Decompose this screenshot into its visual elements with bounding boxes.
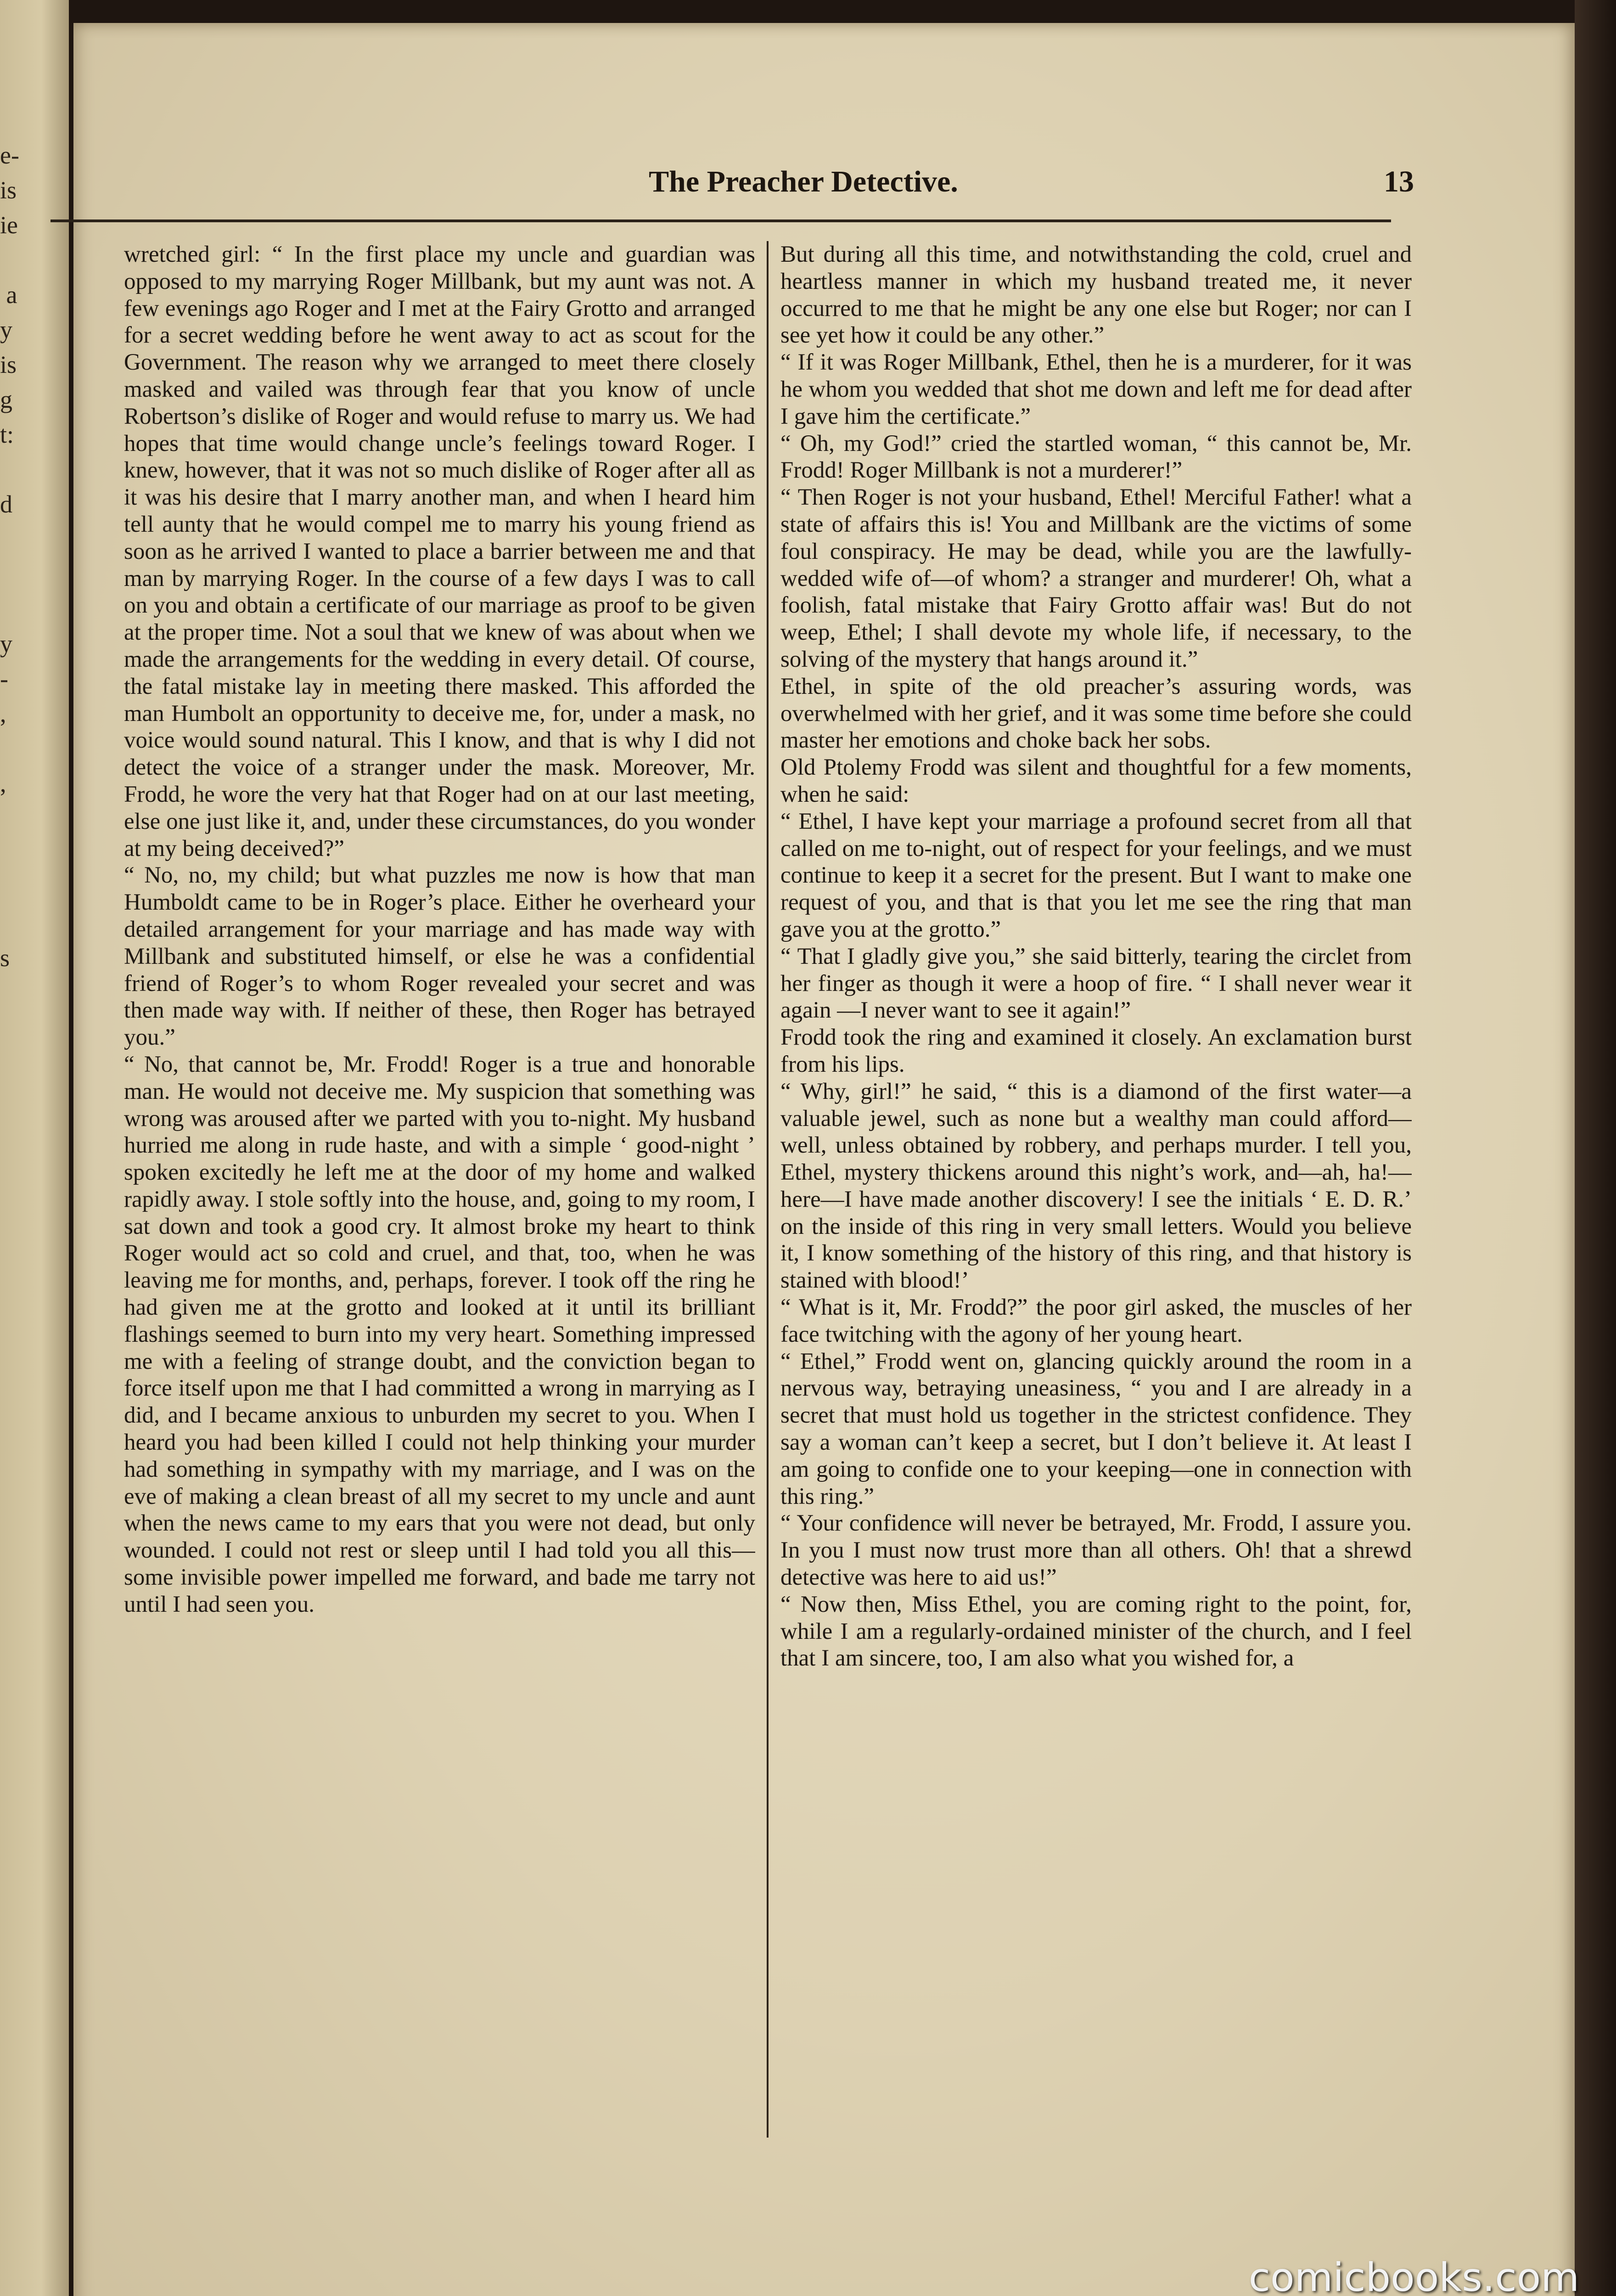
paragraph: “ Why, girl!” he said, “ this is a diamond of the first water—a valuable jewel, such as none but a wealthy man could afford— well, unless obtained by robbery, and perhaps murder. I tell you, Ethel, mystery thickens around this night’s work, and—ah, ha!—here—I have made another discovery! I see the initials ‘ E. D. R.’ on the inside of this ring in very small letters. Would you believe it, I know something of the history of this ring, and that history is stained with blood!’ (780, 1078, 1412, 1294)
header-rule (50, 219, 1391, 222)
running-title: The Preacher Detective. (649, 165, 958, 198)
paragraph: “ Now then, Miss Ethel, you are coming right to the point, for, while I am a regularly-ordained minister of the church, and I feel that I am sincere, too, I am also what you wished for, a (780, 1591, 1412, 1671)
paragraph: “ No, that cannot be, Mr. Frodd! Roger is a true and honorable man. He would not deceive me. My suspicion that something was wrong was aroused after we parted with you to-night. My husband hurried me along in rude haste, and with a simple ‘ good-night ’ spoken excitedly he left me at the door of my home and walked rapidly away. I stole softly into the house, and, going to my room, I sat down and took a good cry. It almost broke my heart to think Roger would act so cold and cruel, and that, too, when he was leaving me for months, and, perhaps, forever. I took off the ring he had given me at the grotto and looked at it until its brilliant flashings seemed to burn into my very heart. Something impressed me with a feeling of strange doubt, and the conviction began to force itself upon me that I had committed a wrong in marrying as I did, and I became anxious to unburden my secret to you. When I heard you had been killed I could not help thinking your murder had something in sympathy with my marriage, and I was on the eve of making a clean breast of all my secret to my uncle and aunt when the news came to my ears that you were not dead, but only wounded. I could not rest or sleep until I had told you all this—some invisible power impelled me forward, and bade me tarry not until I had seen you. (124, 1051, 755, 1617)
paragraph: “ No, no, my child; but what puzzles me now is how that man Humboldt came to be in Roger’s place. Either he overheard your detailed arrangement for your marriage and has made way with Millbank and substituted himself, or else he was a confidential friend of Roger’s to whom Roger revealed your secret and was then made way with. If neither of these, then Roger has betrayed you.” (124, 862, 755, 1051)
watermark: comicbooks.com (1248, 2255, 1579, 2296)
paragraph: Old Ptolemy Frodd was silent and thoughtful for a few moments, when he said: (780, 754, 1412, 807)
previous-page-edge (0, 0, 69, 2296)
paragraph: But during all this time, and notwithstanding the cold, cruel and heartless manner in which my husband treated me, it never occurred to me that he might be any one else but Roger; nor can I see yet how it could be any other.” (780, 242, 1412, 349)
page-number: 13 (1384, 165, 1414, 198)
running-header (92, 155, 1414, 210)
paragraph: “ What is it, Mr. Frodd?” the poor girl asked, the muscles of her face twitching with the agony of her young heart. (780, 1294, 1412, 1347)
column-divider (767, 241, 769, 2138)
right-column (780, 241, 1412, 2138)
paragraph: Ethel, in spite of the old preacher’s assuring words, was overwhelmed with her grief, and it was some time before she could master her emotions and choke back her sobs. (780, 673, 1412, 754)
paragraph: “ Ethel, I have kept your marriage a profound secret from all that called on me to-night, out of respect for your feelings, and we must continue to keep it a secret for the present. But I want to make one request of you, and that is that you let me see the ring that man gave you at the grotto.” (780, 808, 1412, 942)
paragraph: Frodd took the ring and examined it closely. An exclamation burst from his lips. (780, 1024, 1412, 1077)
paragraph: “ That I gladly give you,” she said bitterly, tearing the circlet from her finger as though it were a hoop of fire. “ I shall never wear it again —I never want to see it again!” (780, 943, 1412, 1024)
left-column (124, 241, 755, 2138)
right-binding-edge (1575, 0, 1616, 2296)
paragraph: “ If it was Roger Millbank, Ethel, then he is a murderer, for it was he whom you wedded that shot me down and left me for dead after I gave him the certificate.” (780, 349, 1412, 429)
paragraph: “ Your confidence will never be betrayed, Mr. Frodd, I assure you. In you I must now trust more than all others. Oh! that a shrewd detective was here to aid us!” (780, 1510, 1412, 1591)
previous-page-text-fragments: e- is ie a y is g t: d y - , , s (0, 141, 19, 972)
paragraph: “ Ethel,” Frodd went on, glancing quickly around the room in a nervous way, betraying uneasiness, “ you and I are already in a secret that must hold us together in the strictest confidence. They say a woman can’t keep a secret, but I don’t believe it. At least I am going to confide one to your keeping—one in connection with this ring.” (780, 1348, 1412, 1509)
paragraph: “ Then Roger is not your husband, Ethel! Merciful Father! what a state of affairs this is! You and Millbank are the victims of some foul conspiracy. He may be dead, while you are the lawfully-wedded wife of—of whom? a stranger and murderer! Oh, what a foolish, fatal mistake that Fairy Grotto affair was! But do not weep, Ethel; I shall devote my whole life, if necessary, to the solving of the mystery that hangs around it.” (780, 484, 1412, 672)
paragraph: wretched girl: “ In the first place my uncle and guardian was opposed to my marrying Roger Millbank, but my aunt was not. A few evenings ago Roger and I met at the Fairy Grotto and arranged for a secret wedding before he went away to act as scout for the Government. The reason why we arranged to meet there closely masked and vailed was through fear that you know of uncle Robertson’s dislike of Roger and would refuse to marry us. We had hopes that time would change uncle’s feelings toward Roger. I knew, however, that it was not so much dislike of Roger after all as it was his desire that I marry another man, and when I heard him tell aunty that he would compel me to marry his young friend as soon as he arrived I wanted to place a barrier between me and that man by marrying Roger. In the course of a few days I was to call on you and obtain a certificate of our marriage as proof to be given at the proper time. Not a soul that we knew of was about when we made the arrangements for the wedding in every detail. Of course, the fatal mistake lay in meeting there masked. This afforded the man Humbolt an opportunity to deceive me, for, under a mask, no voice would sound natural. This I know, and that is why I did not detect the voice of a stranger under the mask. Moreover, Mr. Frodd, he wore the very hat that Roger had on at our last meeting, else one just like it, and, under these circumstances, do you wonder at my being deceived?” (124, 242, 755, 861)
paragraph: “ Oh, my God!” cried the startled woman, “ this cannot be, Mr. Frodd! Roger Millbank is not a murderer!” (780, 430, 1412, 484)
